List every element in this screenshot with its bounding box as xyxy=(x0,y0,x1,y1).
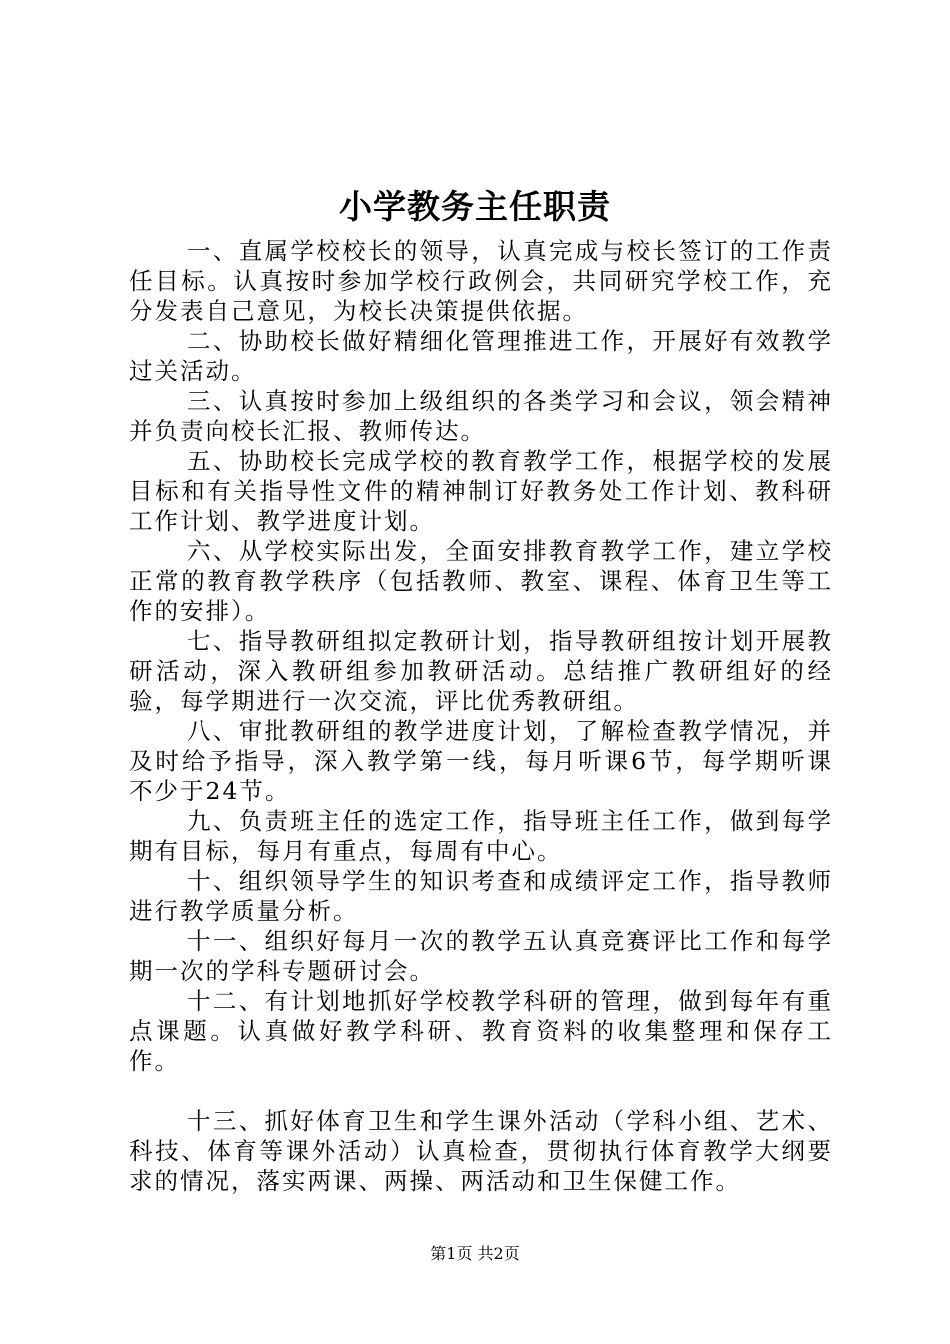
paragraph-11: 十一、组织好每月一次的教学五认真竞赛评比工作和每学期一次的学科专题研讨会。 xyxy=(129,927,833,985)
page-number-footer: 第1页 共2页 xyxy=(430,1244,520,1263)
paragraph-1: 一、直属学校校长的领导，认真完成与校长签订的工作责任目标。认真按时参加学校行政例会，共同研究学校工作，充分发表自己意见，为校长决策提供依据。 xyxy=(129,237,833,325)
paragraph-5: 五、协助校长完成学校的教育教学工作，根据学校的发展目标和有关指导性文件的精神制订好教务处工作计划、教科研工作计划、教学进度计划。 xyxy=(129,447,833,535)
paragraph-10: 十、组织领导学生的知识考查和成绩评定工作，指导教师进行教学质量分析。 xyxy=(129,867,833,925)
paragraph-6: 六、从学校实际出发，全面安排教育教学工作，建立学校正常的教育教学秩序（包括教师、教室、课程、体育卫生等工作的安排）。 xyxy=(129,537,833,625)
paragraph-12: 十二、有计划地抓好学校教学科研的管理，做到每年有重点课题。认真做好教学科研、教育资料的收集整理和保存工作。 xyxy=(129,987,833,1075)
paragraph-2: 二、协助校长做好精细化管理推进工作，开展好有效教学过关活动。 xyxy=(129,327,833,385)
paragraph-3: 三、认真按时参加上级组织的各类学习和会议，领会精神并负责向校长汇报、教师传达。 xyxy=(129,387,833,445)
document-body xyxy=(129,236,833,1196)
paragraph-7: 七、指导教研组拟定教研计划，指导教研组按计划开展教研活动，深入教研组参加教研活动。总结推广教研组好的经验，每学期进行一次交流，评比优秀教研组。 xyxy=(129,627,833,715)
document-title: 小学教务主任职责 xyxy=(339,187,611,226)
paragraph-8: 八、审批教研组的教学进度计划，了解检查教学情况，并及时给予指导，深入教学第一线，每月听课6节，每学期听课不少于24节。 xyxy=(129,717,833,805)
paragraph-9: 九、负责班主任的选定工作，指导班主任工作，做到每学期有目标，每月有重点，每周有中心。 xyxy=(129,807,833,865)
paragraph-13: 十三、抓好体育卫生和学生课外活动（学科小组、艺术、科技、体育等课外活动）认真检查，贯彻执行体育教学大纲要求的情况，落实两课、两操、两活动和卫生保健工作。 xyxy=(129,1107,833,1195)
